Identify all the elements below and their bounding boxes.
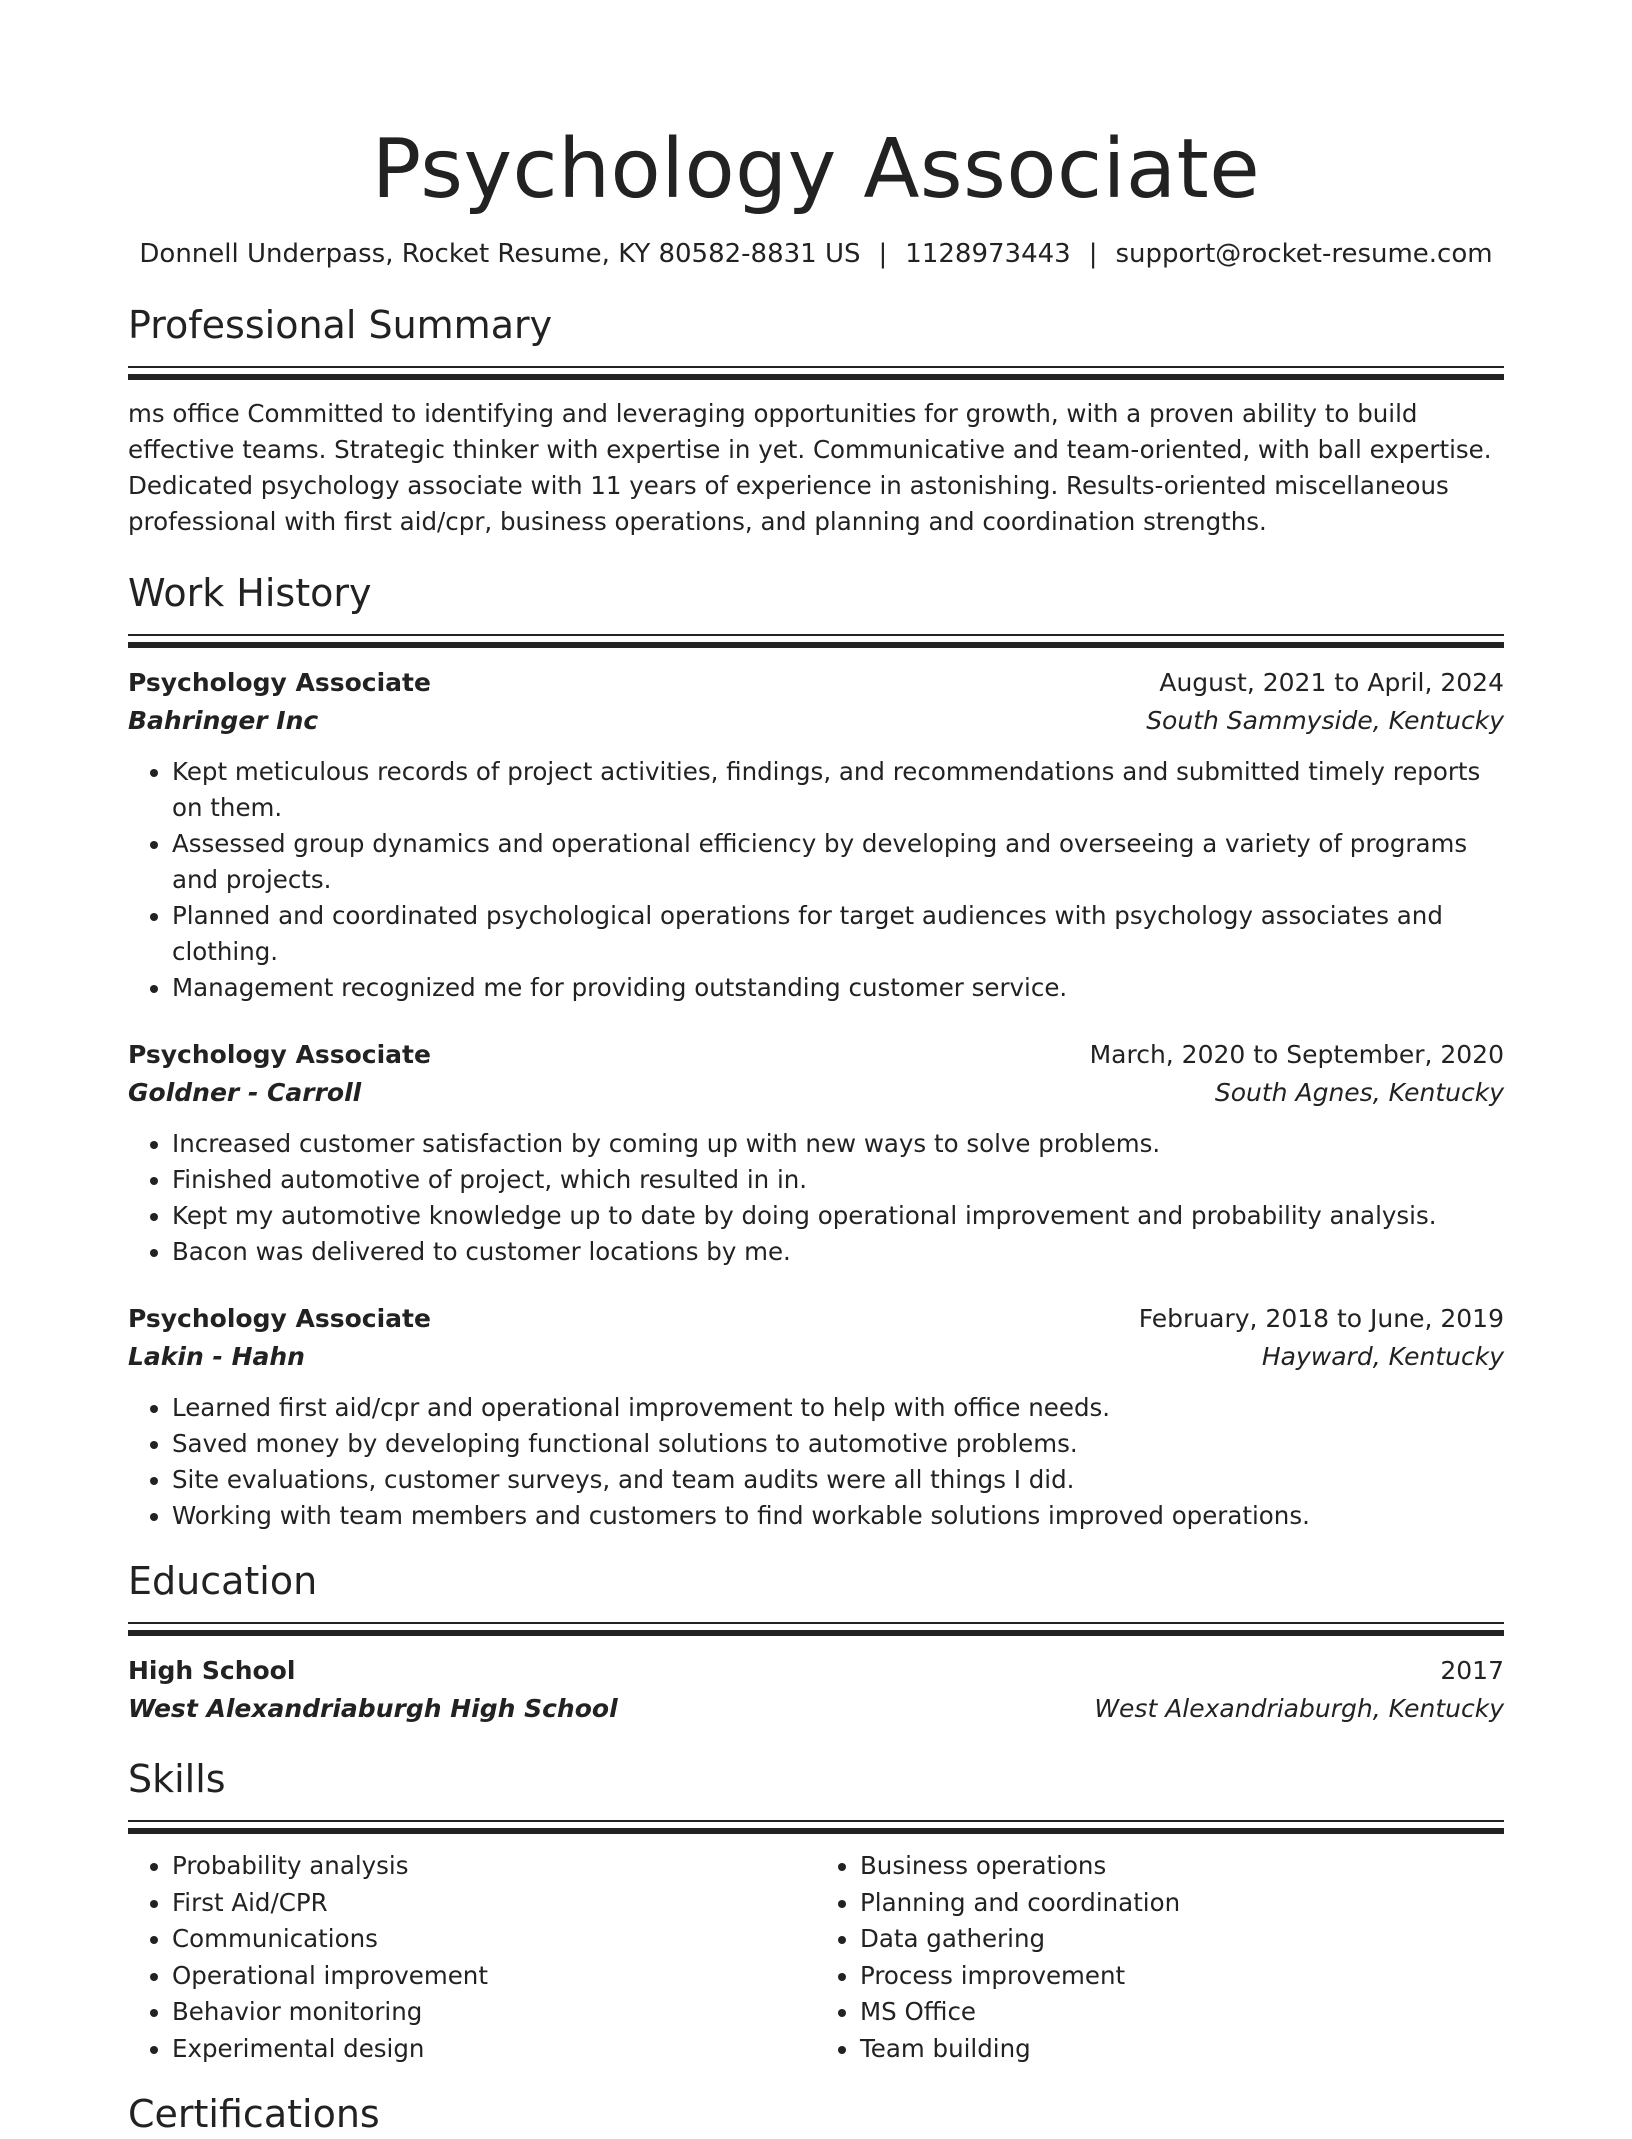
job-title: Psychology Associate <box>128 1040 431 1069</box>
section-divider <box>128 366 1504 368</box>
section-title: Professional Summary <box>128 303 553 347</box>
skills-column-right <box>816 1848 1504 2067</box>
job-company: Goldner - Carroll <box>128 1078 362 1107</box>
education-location: West Alexandriaburgh, Kentucky <box>1094 1694 1504 1723</box>
job-bullets <box>128 754 1504 1006</box>
list-item: • Kept meticulous records of project activities, findings, and recommendations and submitted timely reports on them. <box>172 754 1504 826</box>
education-degree: High School <box>128 1656 296 1685</box>
contact-line <box>128 236 1504 272</box>
list-item: • MS Office <box>860 1994 1504 2031</box>
skills-column-left <box>128 1848 816 2067</box>
job-bullets <box>128 1126 1504 1270</box>
job-location: South Sammyside, Kentucky <box>1146 706 1504 735</box>
job-dates: February, 2018 to June, 2019 <box>1138 1304 1504 1333</box>
list-item: • Management recognized me for providing outstanding customer service. <box>172 970 1504 1006</box>
section-title: Skills <box>128 1757 226 1801</box>
section-title: Education <box>128 1559 318 1603</box>
summary-section-header <box>128 300 1504 380</box>
list-item: • Business operations <box>860 1848 1504 1885</box>
list-item: • Planned and coordinated psychological operations for target audiences with psychology associates and clothing. <box>172 898 1504 970</box>
section-divider <box>128 1630 1504 1636</box>
education-school: West Alexandriaburgh High School <box>128 1694 618 1723</box>
job-company: Bahringer Inc <box>128 706 319 735</box>
summary-text: ms office Committed to identifying and leveraging opportunities for growth, with a proven ability to build effective teams. Strategic thinker with expertise in yet. Communicative and team-oriented, with ball expertise. Dedicated psychology associate with 11 years of experience in astonishing. Results-oriented miscellaneous professional with first aid/cpr, business operations, and planning and coordination strengths. <box>128 399 1492 536</box>
job-bullets <box>128 1390 1504 1534</box>
list-item: • Operational improvement <box>172 1958 816 1995</box>
list-item: • Working with team members and customers to find workable solutions improved operations. <box>172 1498 1504 1534</box>
section-divider <box>128 1622 1504 1624</box>
education-year: 2017 <box>1440 1656 1504 1685</box>
job-dates: August, 2021 to April, 2024 <box>1159 668 1504 697</box>
section-divider <box>128 1828 1504 1834</box>
skills-section-header <box>128 1754 1504 1834</box>
contact-address: Donnell Underpass, Rocket Resume, KY 80582-8831 US <box>139 239 861 269</box>
education-section-header <box>128 1556 1504 1636</box>
list-item: • Finished automotive of project, which resulted in in. <box>172 1162 1504 1198</box>
list-item: • Behavior monitoring <box>172 1994 816 2031</box>
list-item: • Experimental design <box>172 2031 816 2068</box>
section-divider <box>128 634 1504 636</box>
job-title: Psychology Associate <box>128 1304 431 1333</box>
contact-separator: | <box>878 239 888 269</box>
list-item: • Site evaluations, customer surveys, and team audits were all things I did. <box>172 1462 1504 1498</box>
work-history-section-header <box>128 568 1504 648</box>
resume-page <box>128 0 1504 2139</box>
section-divider <box>128 642 1504 648</box>
job-company: Lakin - Hahn <box>128 1342 305 1371</box>
section-title: Work History <box>128 571 372 615</box>
certifications-section-header <box>128 2089 1504 2139</box>
list-item: • Communications <box>172 1921 816 1958</box>
contact-phone: 1128973443 <box>905 239 1071 269</box>
skills-list <box>128 1848 1504 2067</box>
list-item: • Bacon was delivered to customer locations by me. <box>172 1234 1504 1270</box>
job-entry <box>128 1036 1504 1270</box>
section-divider <box>128 1820 1504 1822</box>
list-item: • Increased customer satisfaction by coming up with new ways to solve problems. <box>172 1126 1504 1162</box>
section-divider <box>128 374 1504 380</box>
list-item: • Kept my automotive knowledge up to date by doing operational improvement and probability analysis. <box>172 1198 1504 1234</box>
list-item: • Data gathering <box>860 1921 1504 1958</box>
list-item: • Probability analysis <box>172 1848 816 1885</box>
list-item: • Learned first aid/cpr and operational improvement to help with office needs. <box>172 1390 1504 1426</box>
list-item: • Planning and coordination <box>860 1885 1504 1922</box>
section-title: Certifications <box>128 2092 380 2136</box>
list-item: • Process improvement <box>860 1958 1504 1995</box>
job-dates: March, 2020 to September, 2020 <box>1089 1040 1504 1069</box>
contact-separator: | <box>1088 239 1098 269</box>
list-item: • First Aid/CPR <box>172 1885 816 1922</box>
job-location: South Agnes, Kentucky <box>1214 1078 1504 1107</box>
resume-name: Psychology Associate <box>371 122 1261 217</box>
list-item: • Team building <box>860 2031 1504 2068</box>
job-entry <box>128 1300 1504 1534</box>
job-entry <box>128 664 1504 1006</box>
education-entry <box>128 1652 1504 1728</box>
list-item: • Assessed group dynamics and operational efficiency by developing and overseeing a variety of programs and projects. <box>172 826 1504 898</box>
list-item: • Saved money by developing functional solutions to automotive problems. <box>172 1426 1504 1462</box>
job-location: Hayward, Kentucky <box>1261 1342 1504 1371</box>
contact-email: support@rocket-resume.com <box>1115 239 1493 269</box>
job-title: Psychology Associate <box>128 668 431 697</box>
